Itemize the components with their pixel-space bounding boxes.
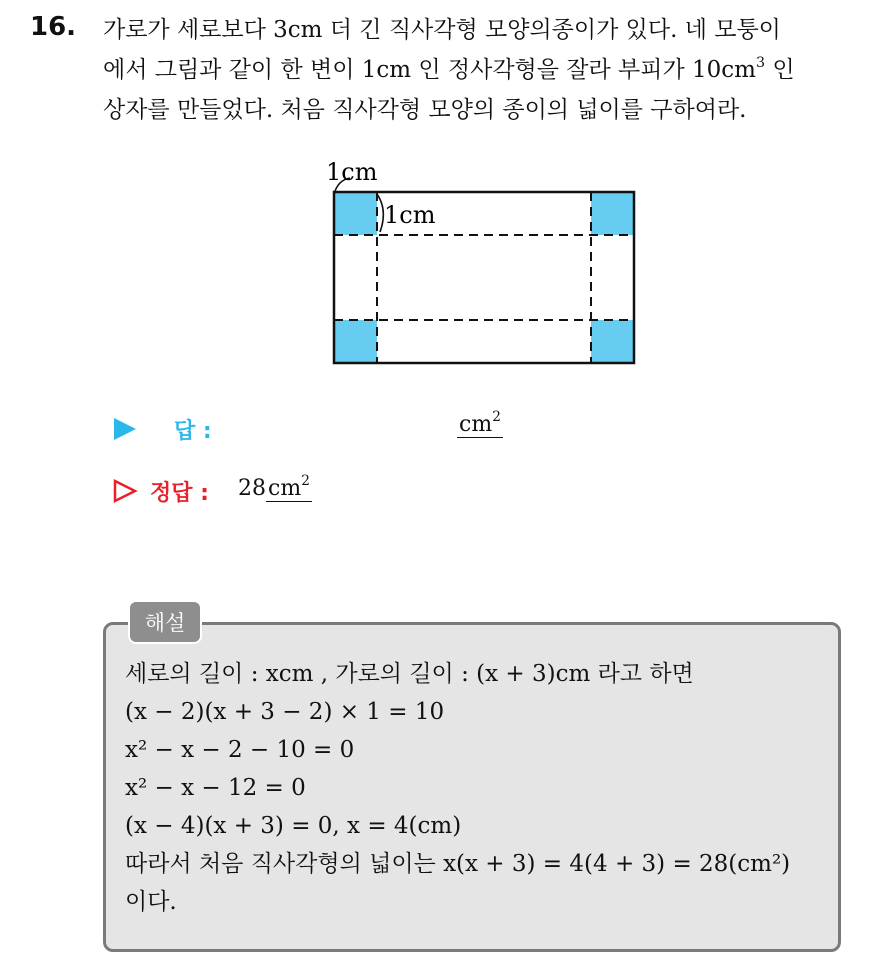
corner-square-bottom-right	[591, 320, 634, 363]
label-top: 1cm	[326, 158, 378, 186]
question-line-2-tail: 인	[765, 57, 795, 83]
answer-arrow-icon	[112, 416, 138, 442]
question-line-1: 가로가 세로보다 3cm 더 긴 직사각형 모양의종이가 있다. 네 모퉁이	[103, 17, 781, 43]
correct-unit-wrap	[266, 473, 312, 502]
correct-label: 정답 :	[150, 481, 209, 506]
corner-square-top-right	[591, 192, 634, 235]
fold-lines	[334, 192, 634, 363]
explanation-text	[125, 655, 835, 921]
correct-arrow-icon	[112, 478, 138, 504]
explanation-line-2: (x − 2)(x + 3 − 2) × 1 = 10	[125, 699, 445, 725]
answer-unit-exponent: 2	[492, 409, 501, 426]
explanation-line-4: x² − x − 12 = 0	[125, 775, 306, 801]
explanation-tag: 해설	[128, 600, 202, 644]
correct-answer-row	[112, 470, 612, 510]
correct-unit: cm	[268, 476, 302, 501]
correct-value	[238, 473, 312, 501]
paper-outline	[334, 192, 634, 363]
corner-square-bottom-left	[334, 320, 377, 363]
explanation-line-1: 세로의 길이 : xcm , 가로의 길이 : (x + 3)cm 라고 하면	[125, 661, 694, 687]
answer-blank[interactable]	[457, 409, 503, 438]
answer-label: 답 :	[174, 419, 212, 444]
correct-number: 28	[238, 476, 266, 501]
answer-row	[112, 408, 612, 448]
volume-exponent: 3	[755, 54, 766, 71]
question-line-2	[103, 50, 863, 90]
paper-diagram	[320, 152, 650, 372]
label-side: 1cm	[384, 201, 436, 229]
answer-unit: cm	[459, 412, 493, 437]
question-line-2-text: 에서 그림과 같이 한 변이 1cm 인 정사각형을 잘라 부피가 10cm	[103, 57, 756, 83]
correct-unit-exponent: 2	[301, 473, 310, 490]
question-text	[103, 10, 863, 130]
explanation-line-6: 따라서 처음 직사각형의 넓이는 x(x + 3) = 4(4 + 3) = 28(cm²)	[125, 851, 791, 877]
explanation-line-7: 이다.	[125, 889, 177, 915]
explanation-line-5: (x − 4)(x + 3) = 0, x = 4(cm)	[125, 813, 462, 839]
corner-square-top-left	[334, 192, 377, 235]
question-number: 16.	[30, 12, 77, 42]
question-line-3: 상자를 만들었다. 처음 직사각형 모양의 종이의 넓이를 구하여라.	[103, 97, 747, 123]
explanation-line-3: x² − x − 2 − 10 = 0	[125, 737, 355, 763]
